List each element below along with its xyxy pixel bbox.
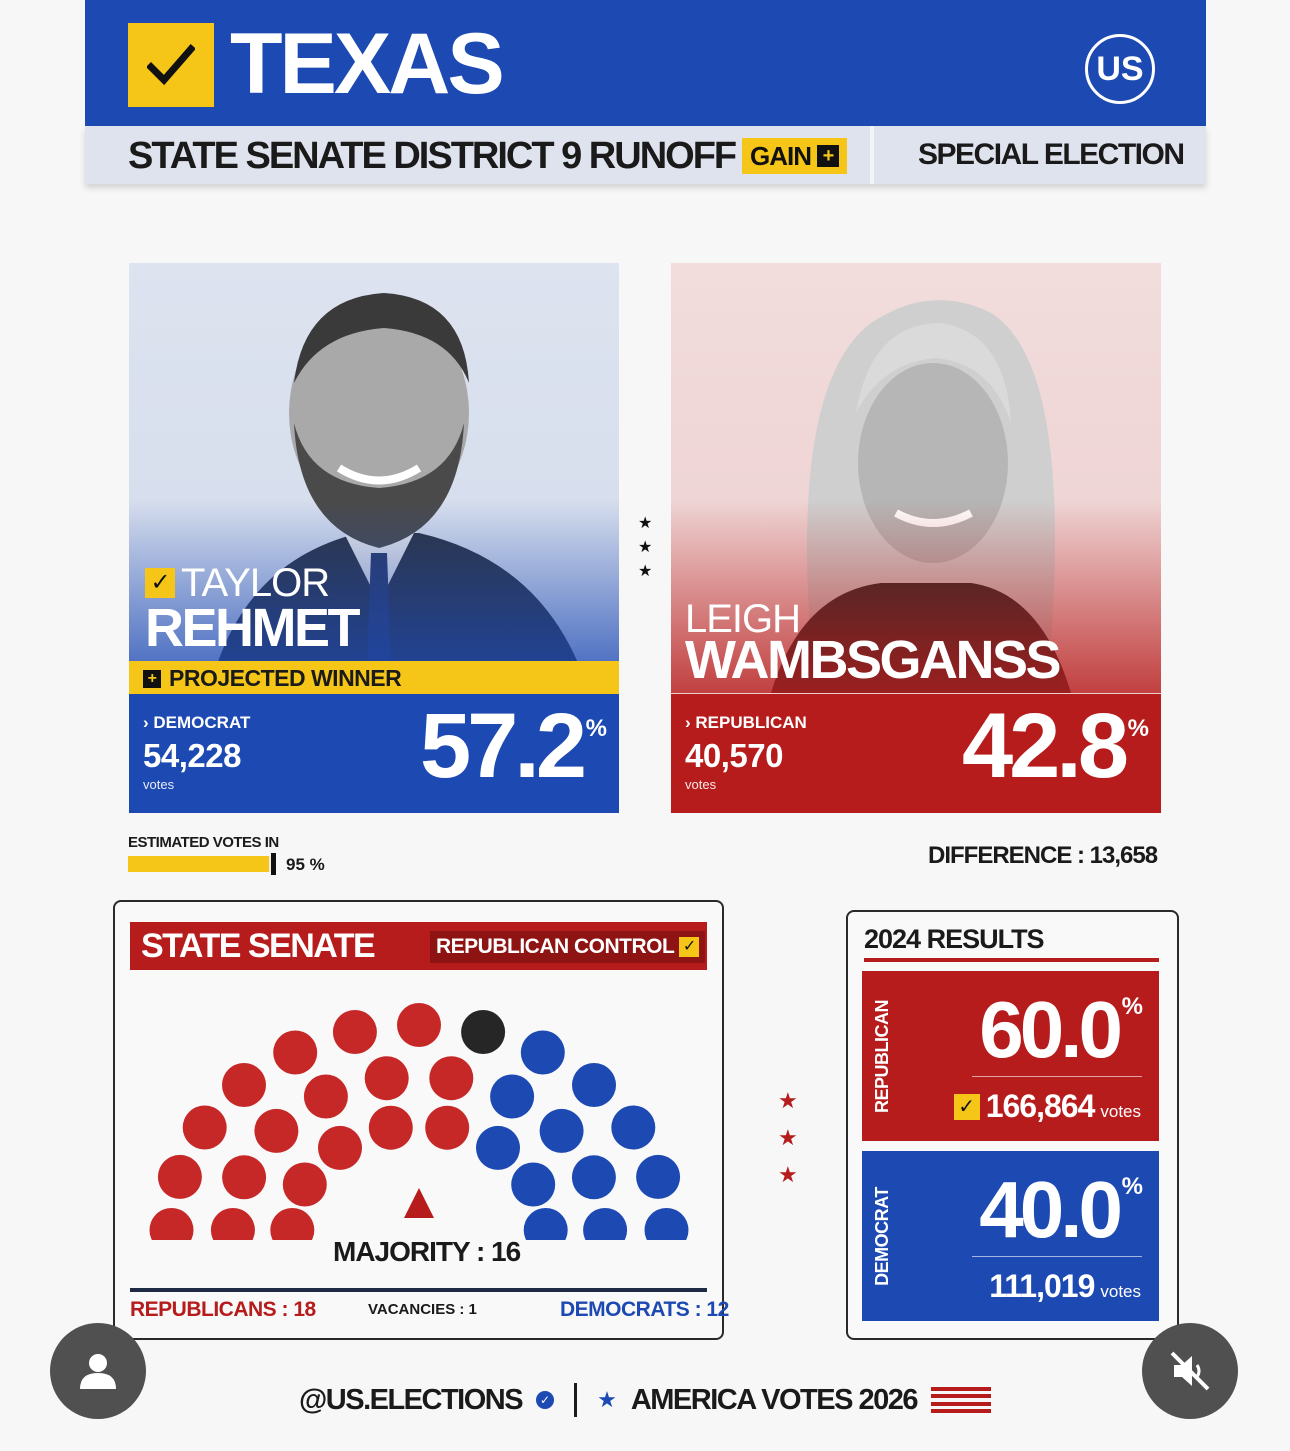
plus-icon: + xyxy=(143,670,161,688)
results-rep-pct-sign: % xyxy=(1121,993,1143,1020)
footer-tagline: AMERICA VOTES 2026 xyxy=(630,1383,917,1416)
estimated-votes-marker xyxy=(271,853,276,875)
seat-republican xyxy=(222,1063,266,1107)
results-2024-rep xyxy=(862,971,1159,1141)
votes-count-rep: 40,570 xyxy=(685,737,783,774)
seat-republican xyxy=(158,1155,202,1199)
majority-marker-icon xyxy=(404,1188,434,1218)
results-dem-votes-word: votes xyxy=(1100,1282,1141,1301)
seat-republican xyxy=(222,1155,266,1199)
seat-democrat xyxy=(583,1208,627,1240)
estimated-votes-fill xyxy=(128,856,269,872)
projected-winner-label: PROJECTED WINNER xyxy=(169,665,402,691)
seat-democrat xyxy=(572,1155,616,1199)
profile-button[interactable] xyxy=(50,1323,146,1419)
seat-republican xyxy=(333,1010,377,1054)
seat-republican xyxy=(183,1106,227,1150)
senate-title: STATE SENATE xyxy=(141,927,375,965)
candidate-card-dem: ✓ TAYLOR REHMET + PROJECTED WINNER › DEMOCRAT 54,228 votes 57.2 % xyxy=(129,263,619,813)
flag-icon xyxy=(931,1387,991,1413)
senate-seat-chart xyxy=(113,990,724,1240)
votes-word-rep: votes xyxy=(685,777,717,792)
seat-democrat xyxy=(572,1063,616,1107)
seat-republican xyxy=(273,1031,317,1075)
pct-sign-rep: % xyxy=(1127,715,1149,742)
check-icon: ✓ xyxy=(954,1094,980,1120)
plus-icon: + xyxy=(817,145,839,167)
seat-republican xyxy=(365,1056,409,1100)
check-icon: ✓ xyxy=(145,568,175,598)
vacancies-count: VACANCIES : 1 xyxy=(368,1301,477,1318)
seat-republican xyxy=(283,1163,327,1207)
results-2024-dem xyxy=(862,1151,1159,1321)
star-icon: ★ ★ ★ xyxy=(638,515,653,580)
seat-republican xyxy=(150,1208,194,1240)
candidate-card-rep: LEIGH WAMBSGANSS › REPUBLICAN 40,570 votes 42.8 % xyxy=(671,263,1161,813)
race-title: STATE SENATE DISTRICT 9 RUNOFF xyxy=(128,135,736,177)
control-badge xyxy=(430,931,705,963)
seat-democrat xyxy=(521,1031,565,1075)
results-dem-votes: 111,019 xyxy=(989,1268,1095,1304)
results-dem-pct: 40.0 xyxy=(979,1165,1119,1254)
republicans-count: REPUBLICANS : 18 xyxy=(130,1298,316,1321)
party-label-dem: DEMOCRAT xyxy=(153,713,251,732)
seat-republican xyxy=(318,1126,362,1170)
control-label: REPUBLICAN CONTROL xyxy=(436,935,675,958)
results-rep-votes: 166,864 xyxy=(985,1088,1095,1124)
seat-democrat xyxy=(540,1109,584,1153)
results-rep-divider xyxy=(972,1076,1142,1077)
election-type: SPECIAL ELECTION xyxy=(918,138,1184,171)
footer xyxy=(0,1376,1290,1424)
seat-republican xyxy=(304,1075,348,1119)
seat-republican xyxy=(254,1109,298,1153)
vote-pct-rep: 42.8 xyxy=(961,695,1125,797)
gain-badge xyxy=(742,138,847,174)
check-icon: ✓ xyxy=(679,937,699,957)
seat-republican xyxy=(270,1208,314,1240)
results-dem-divider xyxy=(972,1256,1142,1257)
pct-sign-dem: % xyxy=(585,715,607,742)
header-divider xyxy=(870,126,874,184)
candidate-first-name-dem: TAYLOR xyxy=(181,561,330,605)
seat-democrat xyxy=(490,1075,534,1119)
state-title: TEXAS xyxy=(230,16,502,112)
seat-vacant xyxy=(461,1010,505,1054)
seat-republican xyxy=(429,1056,473,1100)
seat-democrat xyxy=(611,1106,655,1150)
votes-word-dem: votes xyxy=(143,777,175,792)
vote-pct-dem: 57.2 xyxy=(419,695,583,797)
footer-separator xyxy=(574,1383,577,1417)
majority-label: MAJORITY : 16 xyxy=(333,1236,521,1267)
results-2024-title: 2024 RESULTS xyxy=(864,924,1044,954)
seat-republican xyxy=(211,1208,255,1240)
mute-toggle-button[interactable] xyxy=(1142,1323,1238,1419)
vote-difference: DIFFERENCE : 13,658 xyxy=(928,842,1158,869)
seat-democrat xyxy=(511,1163,555,1207)
estimated-votes-pct: 95 % xyxy=(286,855,325,874)
mute-icon xyxy=(1166,1347,1214,1395)
party-label-rep: REPUBLICAN xyxy=(695,713,807,732)
account-handle[interactable]: @US.ELECTIONS xyxy=(299,1383,523,1416)
seat-republican xyxy=(397,1003,441,1047)
results-rep-pct: 60.0 xyxy=(979,985,1119,1074)
results-rep-party: REPUBLICAN xyxy=(871,999,892,1113)
seat-democrat xyxy=(524,1208,568,1240)
user-icon xyxy=(76,1349,120,1393)
candidate-first-name-rep: LEIGH xyxy=(685,597,801,641)
gain-label: GAIN xyxy=(750,140,811,171)
seat-democrat xyxy=(645,1208,689,1240)
results-rep-votes-word: votes xyxy=(1100,1102,1141,1121)
senate-divider xyxy=(130,1288,707,1292)
candidate-last-name-dem: REHMET xyxy=(145,598,358,658)
seat-democrat xyxy=(636,1155,680,1199)
seat-republican xyxy=(425,1106,469,1150)
verified-icon: ✓ xyxy=(536,1391,554,1409)
democrats-count: DEMOCRATS : 12 xyxy=(560,1298,729,1321)
estimated-votes-label: ESTIMATED VOTES IN xyxy=(128,834,279,851)
check-icon xyxy=(128,23,214,107)
star-icon: ★ ★ ★ xyxy=(778,1088,798,1187)
seat-democrat xyxy=(476,1126,520,1170)
results-dem-pct-sign: % xyxy=(1121,1173,1143,1200)
results-dem-party: DEMOCRAT xyxy=(871,1186,892,1286)
us-elections-logo: US xyxy=(1085,34,1155,104)
votes-count-dem: 54,228 xyxy=(143,737,241,774)
seat-republican xyxy=(369,1106,413,1150)
star-icon: ★ xyxy=(597,1387,617,1412)
results-2024-rule xyxy=(864,958,1159,962)
candidate-last-name-rep: WAMBSGANSS xyxy=(685,630,1060,690)
